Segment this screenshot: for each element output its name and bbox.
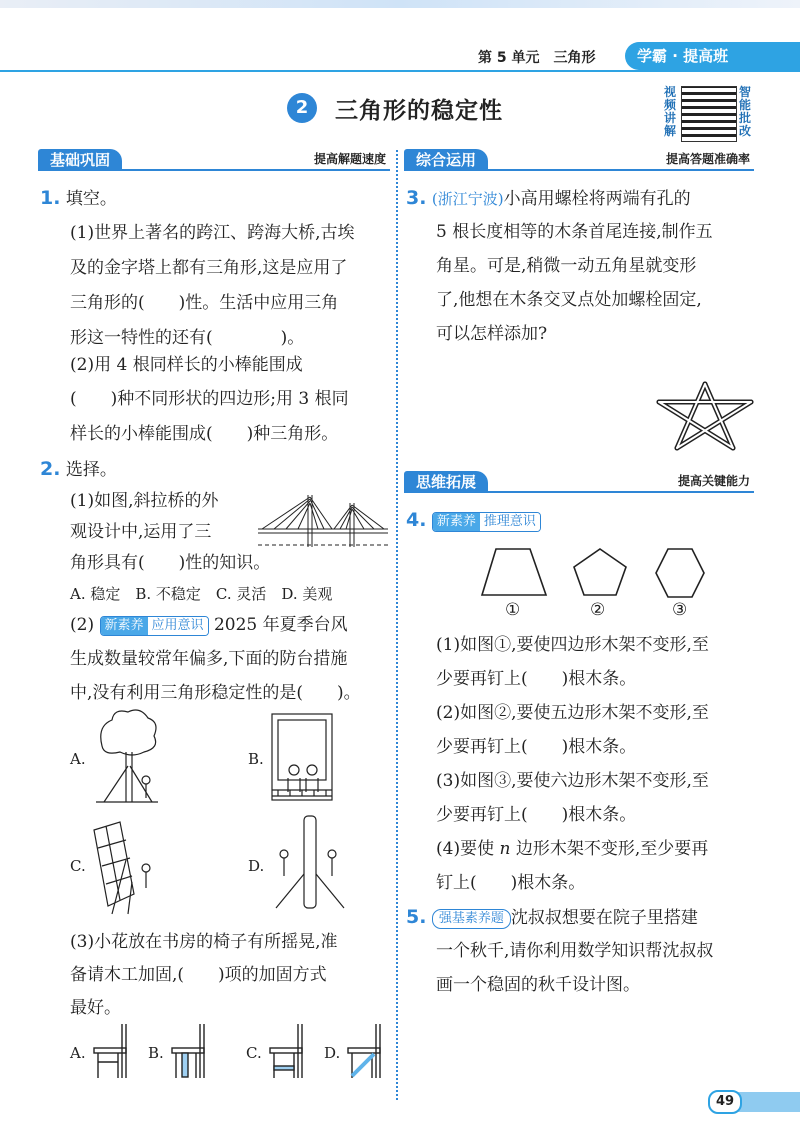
q4-line: (2)如图②,要使五边形木架不变形,至 xyxy=(436,703,709,723)
q1-line: 三角形的( )性。生活中应用三角 xyxy=(70,293,339,313)
part-prefix: (2) xyxy=(70,615,95,635)
wooden-star-figure xyxy=(655,380,755,452)
figure-2-label: ② xyxy=(590,600,606,620)
q4-line: 少要再钉上( )根木条。 xyxy=(436,737,637,757)
brand-text: 学霸 · 提高班 xyxy=(637,47,729,65)
figure-3-label: ③ xyxy=(672,600,688,620)
option-b-label: B. xyxy=(248,750,264,768)
page-number: 49 xyxy=(708,1090,742,1114)
cable-bridge-figure xyxy=(258,487,388,549)
chair-c-figure xyxy=(268,1022,308,1080)
question-number: 4. xyxy=(406,509,427,531)
q4-line: 少要再钉上( )根木条。 xyxy=(436,669,637,689)
trapezoid-shape xyxy=(482,549,546,595)
qr-left-caption: 视频讲解 xyxy=(664,85,677,138)
section-bar-line xyxy=(38,169,390,171)
tree-support-figure xyxy=(92,706,162,806)
q5-line: 画一个稳固的秋千设计图。 xyxy=(436,975,640,995)
q4-line xyxy=(436,832,708,866)
q5-line: 一个秋千,请你利用数学知识帮沈叔叔 xyxy=(436,941,714,961)
question-5-line xyxy=(406,900,698,935)
section-bar-line xyxy=(404,491,754,493)
badge-primary: 新素养 xyxy=(433,513,480,531)
section-tag: 基础巩固 xyxy=(38,149,122,171)
column-divider xyxy=(396,150,398,1100)
question-source: (浙江宁波) xyxy=(431,190,504,208)
qr-right-caption: 智能批改 xyxy=(739,85,752,138)
q1-line: (2)用 4 根同样长的小棒能围成 xyxy=(70,355,303,375)
top-banner xyxy=(0,0,800,8)
chair-d-figure xyxy=(346,1022,386,1080)
q2-line: 生成数量较常年偏多,下面的防台措施 xyxy=(70,649,348,669)
q2-part2-line xyxy=(70,608,348,642)
page-title: 三角形的稳定性 xyxy=(335,98,503,124)
pentagon-shape xyxy=(574,549,626,595)
brand-label xyxy=(625,42,800,70)
q4-line: 少要再钉上( )根木条。 xyxy=(436,805,637,825)
badge-secondary: 应用意识 xyxy=(148,617,208,635)
question-1-heading xyxy=(40,181,117,216)
q2-line: 最好。 xyxy=(70,998,121,1018)
q1-line: ( )种不同形状的四边形;用 3 根同 xyxy=(70,389,349,409)
badge-secondary: 推理意识 xyxy=(480,513,540,531)
question-number: 3. xyxy=(406,187,427,209)
section-subtitle: 提高答题准确率 xyxy=(665,152,750,166)
option-a-label: A. xyxy=(70,750,86,768)
section-subtitle: 提高关键能力 xyxy=(677,474,750,488)
scaffold-figure xyxy=(90,820,160,916)
figure-1-label: ① xyxy=(505,600,521,620)
q2-line: 中,没有利用三角形稳定性的是( )。 xyxy=(70,683,361,703)
pole-brace-figure xyxy=(270,814,350,914)
q4-text: (4)要使 xyxy=(436,839,500,859)
question-text: 小高用螺栓将两端有孔的 xyxy=(503,189,691,209)
chair-b-label: B. xyxy=(148,1044,164,1062)
q3-line: 角星。可是,稍微一动五角星就变形 xyxy=(436,256,697,276)
window-tape-figure xyxy=(268,712,348,802)
question-4-heading xyxy=(406,503,541,538)
question-number: 5. xyxy=(406,906,427,928)
chair-a-figure xyxy=(92,1022,132,1080)
question-2-heading xyxy=(40,452,117,487)
question-text: 沈叔叔想要在院子里搭建 xyxy=(510,908,698,928)
q4-line: (1)如图①,要使四边形木架不变形,至 xyxy=(436,635,709,655)
section-bar-line xyxy=(404,169,754,171)
q1-line: 样长的小棒能围成( )种三角形。 xyxy=(70,424,339,444)
question-number: 2. xyxy=(40,458,61,480)
q3-line: 5 根长度相等的木条首尾连接,制作五 xyxy=(436,222,713,242)
q4-line: 钉上( )根木条。 xyxy=(436,873,586,893)
literacy-badge xyxy=(100,616,209,636)
question-title: 填空。 xyxy=(65,189,117,209)
q2-line: 备请木工加固,( )项的加固方式 xyxy=(70,965,327,985)
q2-line: (3)小花放在书房的椅子有所摇晃,准 xyxy=(70,932,338,952)
header-divider xyxy=(0,70,800,72)
variable-n: n xyxy=(499,839,511,859)
q2-line: 角形具有( )性的知识。 xyxy=(70,553,271,573)
q1-line: (1)世界上著名的跨江、跨海大桥,古埃 xyxy=(70,223,355,243)
question-3-line xyxy=(406,181,691,216)
core-literacy-badge: 强基素养题 xyxy=(432,909,511,929)
option-c-label: C. xyxy=(70,857,86,875)
option-d-label: D. xyxy=(248,857,265,875)
chair-b-figure xyxy=(170,1022,210,1080)
section-number: 2 xyxy=(287,93,317,123)
q1-line: 形这一特性的还有( )。 xyxy=(70,328,305,348)
qr-code-icon[interactable] xyxy=(681,86,737,142)
chair-c-label: C. xyxy=(246,1044,262,1062)
section-tag: 思维拓展 xyxy=(404,471,488,493)
q1-line: 及的金字塔上都有三角形,这是应用了 xyxy=(70,258,348,278)
page-number-bar xyxy=(738,1092,800,1112)
q3-line: 可以怎样添加? xyxy=(436,324,548,344)
section-tag: 综合运用 xyxy=(404,149,488,171)
literacy-badge xyxy=(432,512,541,532)
polygon-frames-figure xyxy=(478,545,718,605)
q2-line: (1)如图,斜拉桥的外 xyxy=(70,491,219,511)
question-title: 选择。 xyxy=(65,460,117,480)
chair-d-label: D. xyxy=(324,1044,341,1062)
q4-line: (3)如图③,要使六边形木架不变形,至 xyxy=(436,771,709,791)
part-text: 2025 年夏季台风 xyxy=(213,615,348,635)
section-subtitle: 提高解题速度 xyxy=(313,152,386,166)
question-number: 1. xyxy=(40,187,61,209)
badge-primary: 新素养 xyxy=(101,617,148,635)
q3-line: 了,他想在木条交叉点处加螺栓固定, xyxy=(436,290,702,310)
q2-line: 观设计中,运用了三 xyxy=(70,522,212,542)
chair-a-label: A. xyxy=(70,1044,86,1062)
hexagon-shape xyxy=(656,549,704,597)
q4-text: 边形木架不变形,至少要再 xyxy=(510,839,709,859)
section-bar-applied xyxy=(404,149,754,171)
unit-label: 第 5 单元 三角形 xyxy=(478,50,596,66)
q2-choices: A. 稳定 B. 不稳定 C. 灵活 D. 美观 xyxy=(70,585,333,603)
section-bar-extension xyxy=(404,471,754,493)
section-bar-basic xyxy=(38,149,390,171)
